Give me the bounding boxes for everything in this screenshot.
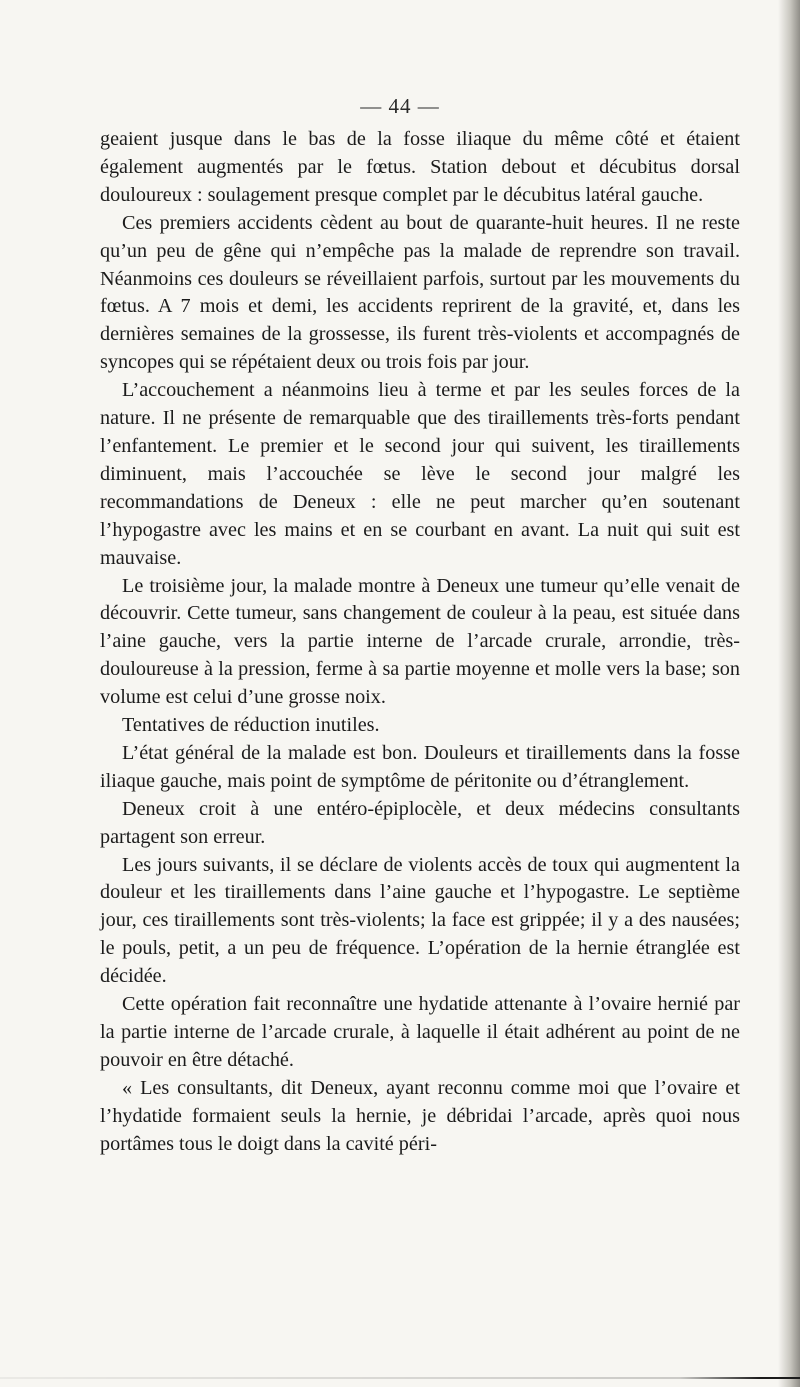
page-edge-shadow	[778, 0, 800, 1387]
page-bottom-edge	[0, 1377, 800, 1379]
paragraph: Les jours suivants, il se déclare de violents accès de toux qui augmentent la douleur et les tiraillements dans l’aine gauche et l’hypogastre. Le septième jour, ces tiraillements sont très-violents; la face est grippée; il y a des nausées; le pouls, petit, a un peu de fréquence. L’opération de la hernie étranglée est décidée.	[100, 853, 740, 988]
paragraph: Le troisième jour, la malade montre à Deneux une tumeur qu’elle venait de découvrir. Cette tumeur, sans changement de couleur à la peau, est située dans l’aine gauche, vers la partie interne de l’arcade crurale, arrondie, très-douloureuse à la pression, ferme à sa partie moyenne et molle vers la base; son volume est celui d’une grosse noix.	[100, 574, 740, 709]
body-text	[100, 126, 740, 1159]
paragraph: Tentatives de réduction inutiles.	[122, 714, 380, 737]
paragraph-continuation: geaient jusque dans le bas de la fosse iliaque du même côté et étaient également augmentés par le fœtus. Station debout et décubitus dorsal douloureux : soulagement presque complet par le décubitus latéral gauche.	[100, 128, 740, 206]
paragraph: « Les consultants, dit Deneux, ayant reconnu comme moi que l’ovaire et l’hydatide formaient seuls la hernie, je débridai l’arcade, après quoi nous portâmes tous le doigt dans la cavité péri-	[100, 1076, 740, 1155]
paragraph: Ces premiers accidents cèdent au bout de quarante-huit heures. Il ne reste qu’un peu de gêne qui n’empêche pas la malade de reprendre son travail. Néanmoins ces douleurs se réveillaient parfois, surtout par les mouvements du fœtus. A 7 mois et demi, les accidents reprirent de la gravité, et, dans les dernières semaines de la grossesse, ils furent très-violents et accompagnés de syncopes qui se répétaient deux ou trois fois par jour.	[100, 211, 740, 374]
paragraph: L’accouchement a néanmoins lieu à terme et par les seules forces de la nature. Il ne présente de remarquable que des tiraillements très-forts pendant l’enfantement. Le premier et le second jour qui suivent, les tiraillements diminuent, mais l’accouchée se lève le second jour malgré les recommandations de Deneux : elle ne peut marcher qu’en soutenant l’hypogastre avec les mains et en se courbant en avant. La nuit qui suit est mauvaise.	[100, 379, 740, 569]
paragraph: Cette opération fait reconnaître une hydatide attenante à l’ovaire hernié par la partie interne de l’arcade crurale, à laquelle il était adhérent au point de ne pouvoir en être détaché.	[100, 993, 740, 1071]
paragraph: L’état général de la malade est bon. Douleurs et tiraillements dans la fosse iliaque gauche, mais point de symptôme de péritonite ou d’étranglement.	[100, 741, 740, 792]
paragraph: Deneux croit à une entéro-épiplocèle, et deux médecins consultants partagent son erreur.	[100, 797, 740, 848]
page-number-header: — 44 —	[360, 94, 440, 118]
